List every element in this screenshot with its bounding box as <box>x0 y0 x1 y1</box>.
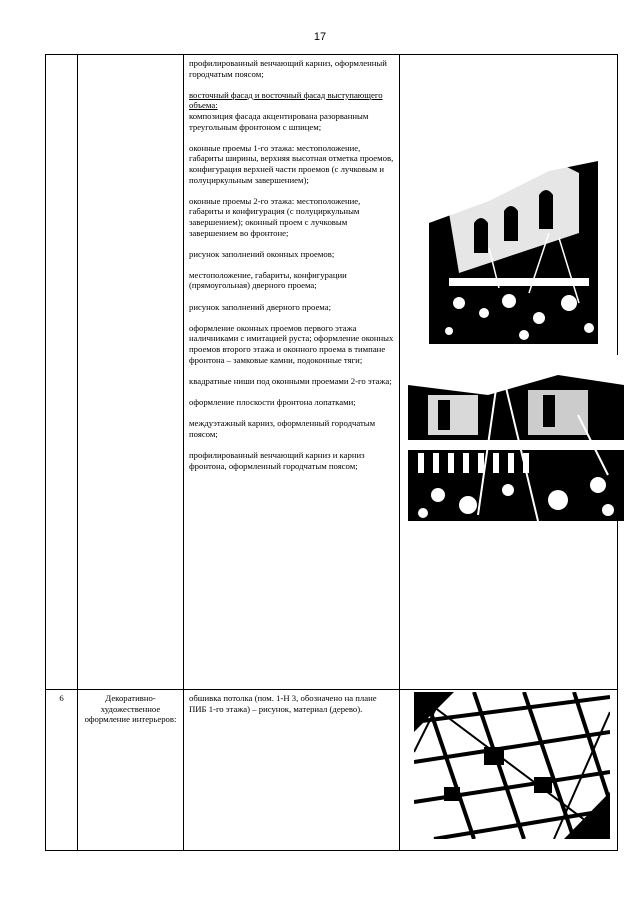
text-block: рисунок заполнений дверного проема; <box>189 301 332 312</box>
facade-photo-2 <box>408 355 624 521</box>
photo-cell <box>400 55 618 690</box>
row-name-cell <box>78 55 184 690</box>
text-block: местоположение, габариты, конфигурации (прямоугольная) дверного проема; <box>189 269 347 291</box>
row-number-cell <box>46 55 78 690</box>
photo-cell <box>400 690 618 851</box>
text-block: обшивка потолка (пом. 1-Н 3, обозначено на плане ПИБ 1-го этажа) – рисунок, материал (дерево). <box>189 693 377 714</box>
document-table <box>45 54 618 851</box>
description-cell <box>184 690 400 851</box>
table-row <box>46 690 618 851</box>
description-cell <box>184 55 400 690</box>
text-block: междуэтажный карниз, оформленный городчатым поясом; <box>189 418 376 439</box>
underlined-heading: восточный фасад и восточный фасад выступающего объема: <box>189 89 383 111</box>
page-number: 17 <box>313 31 327 43</box>
table-row <box>46 55 618 690</box>
row-name-cell: Декоративно-художественное оформление интерьеров: <box>78 690 184 851</box>
text-block: квадратные ниши под оконными проемами 2-го этажа; <box>189 375 392 386</box>
text-block: профилированный венчающий карниз и карниз фронтона, оформленный городчатым поясом; <box>189 449 365 471</box>
text-block: профилированный венчающий карниз, оформленный городчатым поясом; <box>189 58 387 79</box>
text-block: рисунок заполнений оконных проемов; <box>189 248 335 259</box>
text-block: оформление плоскости фронтона лопатками; <box>189 397 356 407</box>
text-block-heading <box>189 90 394 132</box>
text-block: композиция фасада акцентирована разорванным треугольным фронтоном с шпицем; <box>189 110 369 132</box>
facade-photo-1 <box>429 153 598 344</box>
row-number-cell: 6 <box>46 690 78 851</box>
text-block: оконные проемы 1-го этажа: местоположение, габариты ширины, верхняя высотная отметка проемов, конфигурация верхней части проемов (с лучковым и полуциркульным завершением); <box>189 142 394 185</box>
text-block: оформление оконных проемов первого этажа наличниками с имитацией руста; оформление оконных проемов второго этажа и оконного проема в тимпане фронтона – замковые камни, подоконные тяги; <box>189 322 394 365</box>
ceiling-photo <box>414 692 610 839</box>
text-block: оконные проемы 2-го этажа: местоположение, габариты и конфигурация (с полуциркульным завершением); оконный проем с лучковым завершением во фронтоне; <box>189 195 361 238</box>
